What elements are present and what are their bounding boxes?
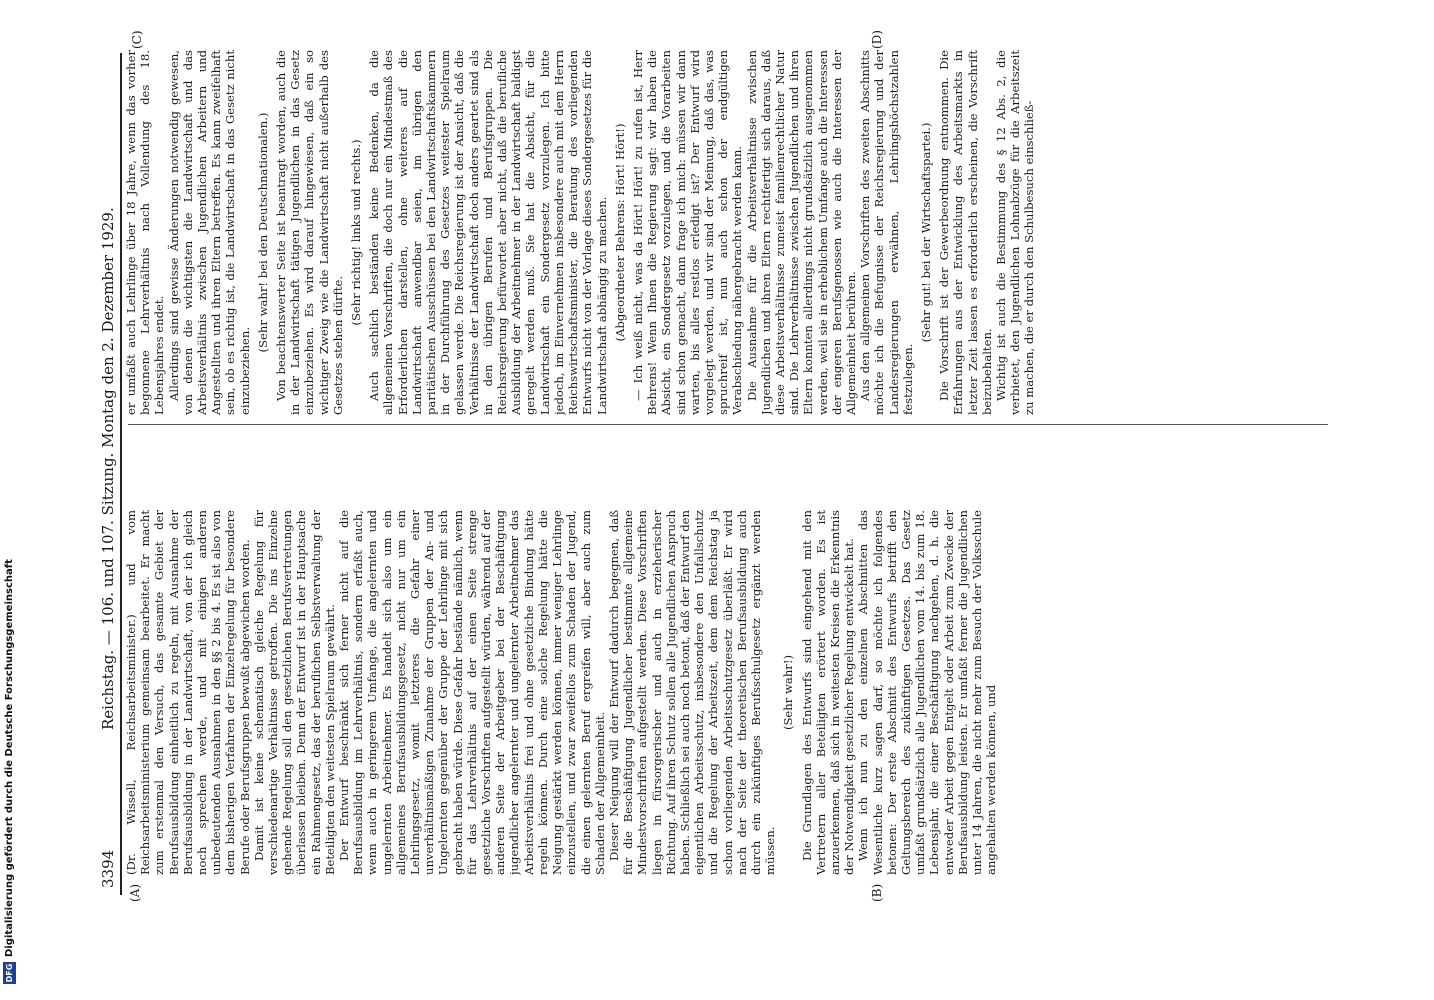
column-divider — [128, 424, 1328, 425]
paragraph: Dieser Neigung will der Entwurf dadurch begegnen, daß für die Beschäftigung Jugendlicher bestimmte allgemeine Mindestvorschriften aufgestellt werden. Diese Vorschriften liegen in fürsorgerischer und auch in erzieherischer Richtung. Auf ihren Schutz sollen alle Jugendlichen Anspruch haben. Schließlich sei auch noch betont, daß der Entwurf den eigentlichen Arbeitsschutz, insbesondere den Unfallschutz und die Regelung der Arbeitszeit, dem dem Reichstag ja schon vorliegenden Arbeitsschutzgesetz überläßt. Er wird nach der Seite der theoretischen Berufsausbildung auch durch ein zukünftiges Berufsschulgesetz ergänzt werden müssen. — [606, 510, 778, 875]
interjection: (Sehr gut! bei der Wirtschaftspartei.) — [918, 122, 933, 343]
paragraph: Damit ist keine schematisch gleiche Regelung für verschiedenartige Verhältnisse getroffen. Die ins Einzelne gehende Regelung soll den gesetzlichen Berufsvertretungen überlassen bleiben. Denn der Entwurf ist in der Hauptsache ein Rahmengesetz, das der beruflichen Selbstverwaltung der Beteiligten den weitesten Spielraum gewährt. — [251, 510, 337, 875]
paragraph: Wenn ich nun zu den einzelnen Abschnitten das Wesentliche kurz sagen darf, so möchte ich folgendes betonen: Der erste Abschnitt des Entwurfs betrifft den Geltungsbereich des zukünftigen Gesetzes. Das Gesetz umfaßt grundsätzlich alle Jugendlichen vom 14. bis zum 18. Lebensjahr, die einer Beschäftigung nachgehen, d. h. die entweder Arbeit gegen Entgelt oder Arbeit zum Zwecke der Berufsausbildung leisten. Er umfaßt ferner die Jugendlichen unter 14 Jahren, die nicht mehr zum Besuch der Volksschule angehalten werden können, und — [856, 510, 999, 875]
interjection: (Sehr richtig! links und rechts.) — [349, 139, 364, 326]
footer-text: Digitalisierung gefördert durch die Deutsche Forschungsgemeinschaft — [3, 559, 15, 957]
margin-mark-c: (C) — [130, 30, 144, 49]
margin-mark-b: (B) — [870, 883, 884, 902]
margin-mark-d: (D) — [870, 30, 884, 49]
paragraph: Die Grundlagen des Entwurfs sind eingehend mit den Vertretern aller Beteiligten erörtert worden. Es ist anzuerkennen, daß sich in weitesten Kreisen die Erkenntnis der Notwendigkeit gesetzlicher Regelung entwickelt hat. — [799, 510, 857, 875]
left-column — [124, 510, 1342, 875]
footer-content — [0, 0, 18, 1000]
header-rule — [120, 53, 122, 895]
paragraph: er umfaßt auch Lehrlinge über 18 Jahre, wenn das vorher begonnene Lehrverhältnis nach Vollendung des 18. Lebensjahres endet. — [124, 50, 167, 415]
dfg-logo: DFG — [4, 963, 14, 983]
paragraph: Die Vorschrift ist der Gewerbeordnung entnommen. Die Erfahrungen aus der Entwicklung des Arbeitsmarkts in letzter Zeit lassen es erforderlich erscheinen, die Vorschrift beizubehalten. — [937, 50, 994, 415]
paragraph: — Ich weiß nicht, was da Hört! Hört! zu rufen ist, Herr Behrens! Wenn Ihnen die Regierung sagt: wir haben die Absicht, ein Sondergesetz vorzulegen, und die Vorarbeiten sind schon gemacht, dann frage ich mich: müssen wir dann warten, bis alles restlos erledigt ist? Der Entwurf wird vorgelegt werden, und wir sind der Meinung, daß das, was spruchreif ist, nun auch schon der endgültigen Verabschiedung nähergebracht werden kann. — [630, 50, 745, 415]
interjection: (Sehr wahr!) — [781, 654, 796, 731]
page-number: 3394 — [99, 849, 117, 888]
margin-mark-a: (A) — [128, 883, 142, 902]
digitization-footer — [0, 0, 18, 1000]
page-header-title: Reichstag. — 106. und 107. Sitzung. Montag den 2. Dezember 1929. — [99, 207, 117, 730]
paragraph: Wichtig ist auch die Bestimmung des § 12 Abs. 2, die verbietet, den Jugendlichen Lohnabzüge für die Arbeitszeit zu machen, die er durch den Schulbesuch einschließ- — [993, 50, 1037, 415]
interjection: (Sehr wahr! bei den Deutschnationalen.) — [255, 112, 270, 353]
paragraph: Allerdings sind gewisse Änderungen notwendig gewesen, von denen die wichtigsten die Landwirtschaft und das Arbeitsverhältnis zwischen Jugendlichen Arbeitern und Angestellten und ihren Eltern betreffen. Es kann zweifelhaft sein, ob es richtig ist, die Landwirtschaft in das Gesetz nicht einzubeziehen. — [166, 50, 252, 415]
paragraph: Der Entwurf beschränkt sich ferner nicht auf die Berufsausbildung im Lehrverhältnis, sondern erfaßt auch, wenn auch in geringerem Umfange, die angelernten und ungelernten Arbeitnehmer. Es handelt sich also um ein allgemeines Berufsausbildungsgesetz, nicht nur um ein Lehrlingsgesetz, womit letzteres die Gefahr einer unverhältnismäßigen Zunahme der Gruppen der An- und Ungelernten gegenüber der Gruppe der Lehrlinge mit sich gebracht haben würde. Diese Gefahr bestände nämlich, wenn für das Lehrverhältnis auf der einen Seite strenge gesetzliche Vorschriften aufgestellt würden, während auf der anderen Seite der Arbeitgeber bei der Beschäftigung jugendlicher angelernter und ungelernter Arbeitnehmer das Arbeitsverhältnis frei und ohne gesetzliche Bindung hätte regeln können. Durch eine solche Regelung hätte die Neigung gestärkt werden können, immer weniger Lehrlinge einzustellen, und zwar zweifellos zum Schaden der Jugend, die einen gelernten Beruf ergreifen will, aber auch zum Schaden der Allgemeinheit. — [337, 510, 607, 875]
paragraph: Die Ausnahme für die Arbeitsverhältnisse zwischen Jugendlichen und ihren Eltern rechtfertigt sich daraus, daß diese Arbeitsverhältnisse zumeist familienrechtlicher Natur sind. Die Lehrverhältnisse zwischen Jugendlichen und ihren Eltern konnten allerdings nicht grundsätzlich ausgenommen werden, weil sie in erheblichem Umfange auch die Interessen der engeren Berufsgenossen wie auch die Interessen der Allgemeinheit berühren. — [744, 50, 858, 415]
paragraph: Von beachtenswerter Seite ist beantragt worden, auch die in der Landwirtschaft tätigen Jugendlichen in das Gesetz einzubeziehen. Es wird darauf hingewiesen, daß ein so wichtiger Zweig wie die Landwirtschaft nicht außerhalb des Gesetzes stehen dürfte. — [274, 50, 345, 415]
interjection: (Abgeordneter Behrens: Hört! Hört!) — [612, 123, 627, 342]
right-column — [124, 50, 1342, 415]
paragraph: Aus den allgemeinen Vorschriften des zweiten Abschnitts möchte ich die Befugnisse der Reichsregierung und der Landesregierungen erwähnen, Lehrlingshöchstzahlen festzulegen. — [858, 50, 915, 415]
paragraph: (Dr. Wissell, Reichsarbeitsminister.) und vom Reichsarbeitsministerium gemeinsam bearbeitet. Er macht zum erstenmal den Versuch, das gesamte Gebiet der Berufsausbildung einheitlich zu regeln, mit Ausnahme der Berufsausbildung in der Landwirtschaft, von der ich gleich noch sprechen werde, und mit einigen anderen unbedeutenden Ausnahmen in den §§ 2 bis 4. Es ist also von dem bisherigen Verfahren der Einzelregelung für besondere Berufe oder Berufsgruppen bewußt abgewichen worden. — [124, 510, 252, 875]
paragraph: Auch sachlich beständen keine Bedenken, da die allgemeinen Vorschriften, die doch nur ein Mindestmaß des Erforderlichen darstellen, ohne weiteres auf die Landwirtschaft anwendbar seien, im übrigen den paritätischen Ausschüssen bei den Landwirtschaftskammern in der Durchführung des Gesetzes weitester Spielraum gelassen werde. Die Reichsregierung ist der Ansicht, daß die Verhältnisse der Landwirtschaft doch anders geartet sind als in den übrigen Berufen und Berufsgruppen. Die Reichsregierung befürwortet aber nicht, daß die berufliche Ausbildung der Arbeitnehmer in der Landwirtschaft baldigst geregelt werden muß. Sie hat die Absicht, für die Landwirtschaft ein Sondergesetz vorzulegen. Ich bitte jedoch, im Einvernehmen insbesondere auch mit dem Herrn Reichswirtschaftsminister, die Beratung des vorliegenden Entwurfs nicht von der Vorlage dieses Sondergesetzes für die Landwirtschaft abhängig zu machen. — [367, 50, 609, 415]
